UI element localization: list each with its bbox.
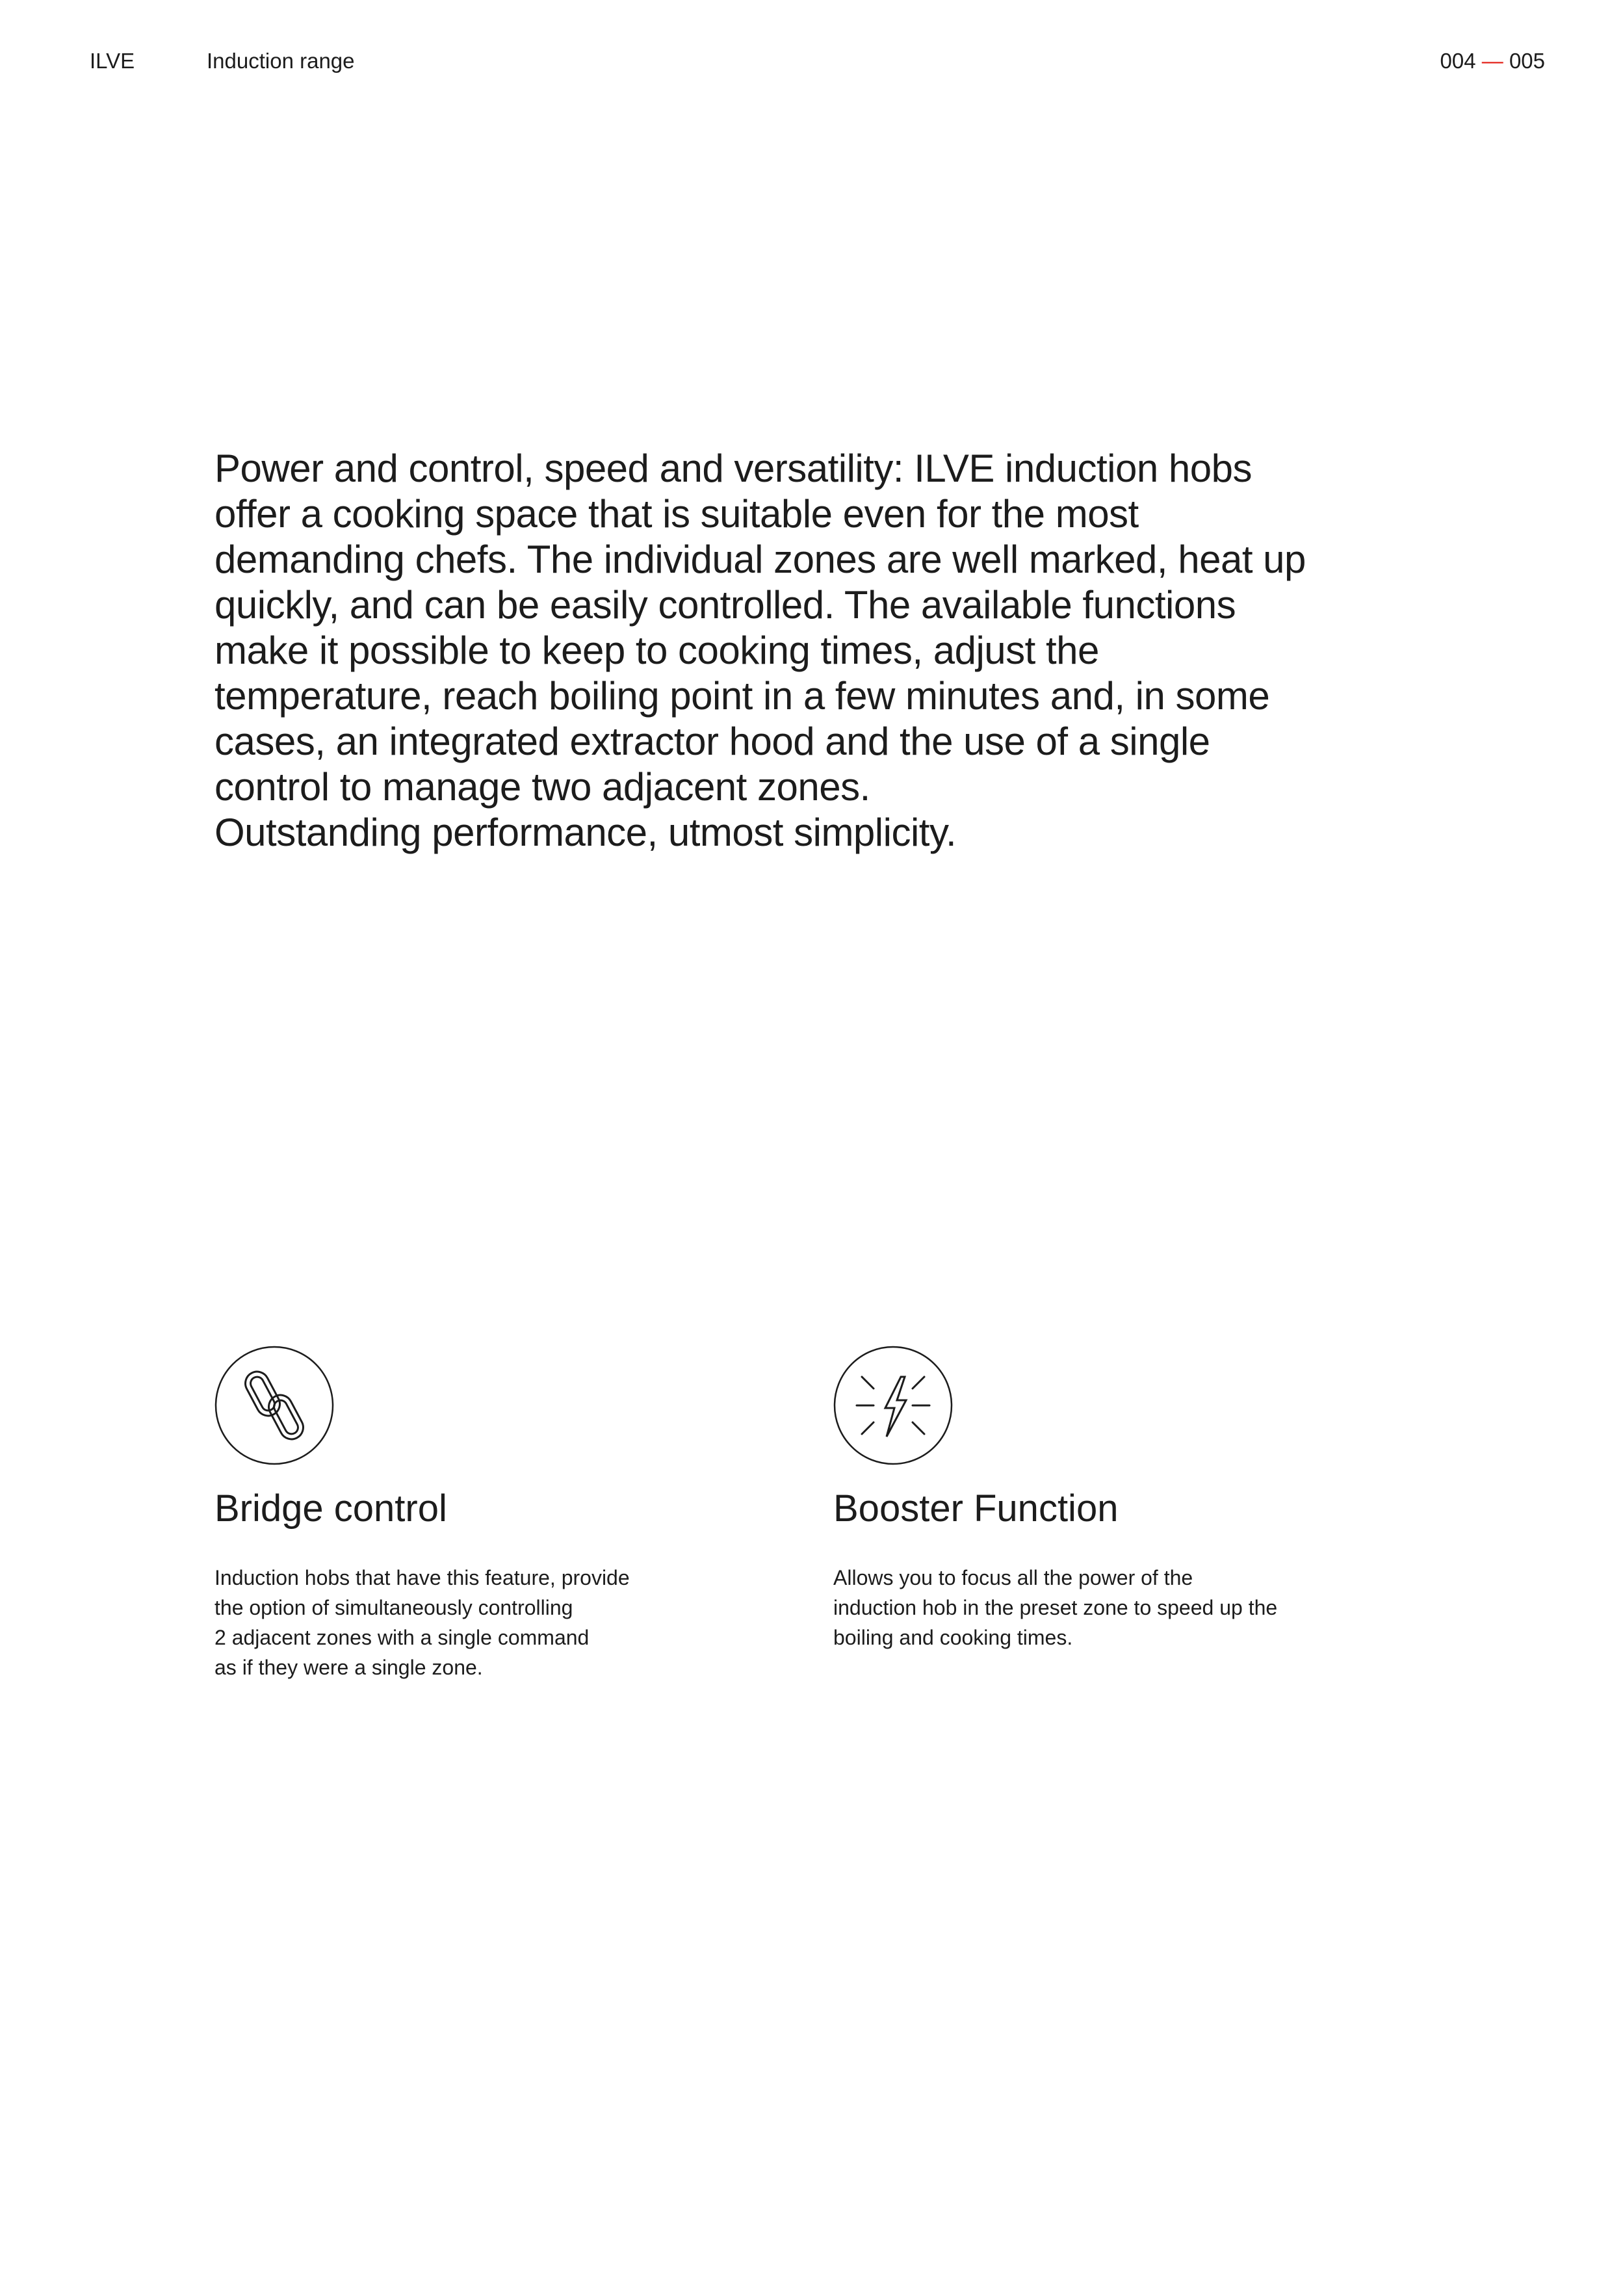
feature-text-line: induction hob in the preset zone to speed up the [833, 1596, 1278, 1619]
feature-description [833, 1563, 1277, 1652]
intro-line: control to manage two adjacent zones. [214, 765, 870, 809]
intro-line: quickly, and can be easily controlled. The available functions [214, 583, 1236, 627]
feature-title: Bridge control [214, 1487, 447, 1530]
feature-text-line: as if they were a single zone. [214, 1656, 483, 1679]
feature-text-line: Allows you to focus all the power of the [833, 1566, 1193, 1589]
intro-line: Power and control, speed and versatility: ILVE induction hobs [214, 447, 1253, 490]
feature-description [214, 1563, 630, 1682]
page-dash: — [1481, 49, 1503, 73]
brand-name: ILVE [90, 49, 135, 73]
page-end: 005 [1509, 49, 1545, 73]
lightning-bolt-icon [833, 1346, 953, 1465]
intro-paragraph [214, 446, 1319, 855]
intro-line: offer a cooking space that is suitable even for the most [214, 492, 1139, 536]
feature-text-line: Induction hobs that have this feature, provide [214, 1566, 630, 1589]
chain-link-icon [214, 1346, 334, 1465]
intro-line: make it possible to keep to cooking times, adjust the [214, 629, 1099, 672]
feature-text-line: 2 adjacent zones with a single command [214, 1626, 590, 1649]
intro-line: temperature, reach boiling point in a few minutes and, in some [214, 674, 1270, 718]
page-numbers [1440, 48, 1545, 74]
feature-bridge-control [214, 1346, 799, 1679]
feature-booster-function [833, 1346, 1418, 1649]
intro-line: cases, an integrated extractor hood and the use of a single [214, 720, 1210, 763]
section-title: Induction range [207, 49, 355, 73]
feature-title: Booster Function [833, 1487, 1119, 1530]
intro-line: demanding chefs. The individual zones are well marked, heat up [214, 538, 1306, 581]
feature-text-line: the option of simultaneously controlling [214, 1596, 573, 1619]
intro-line: Outstanding performance, utmost simplicity. [214, 811, 957, 854]
page-start: 004 [1440, 49, 1476, 73]
feature-text-line: boiling and cooking times. [833, 1626, 1073, 1649]
